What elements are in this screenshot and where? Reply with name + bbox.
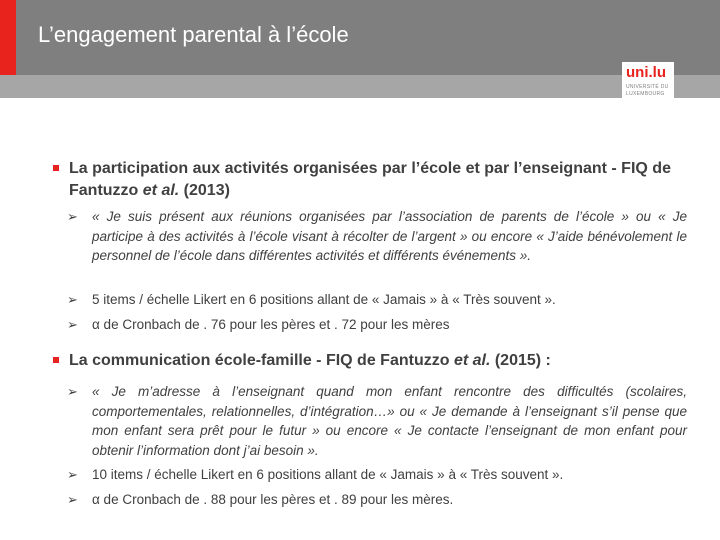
arrow-bullet-icon: ➢ <box>67 209 78 224</box>
arrow-bullet-icon: ➢ <box>67 492 78 507</box>
logo-wordmark: uni.lu <box>626 64 666 81</box>
list-item-text: α de Cronbach de . 88 pour les pères et . 89 pour les mères. <box>92 492 454 507</box>
arrow-bullet-icon: ➢ <box>67 467 78 482</box>
list-item-text: « Je suis présent aux réunions organisées par l’association de parents de l’école » ou « Je participe à des activités à l’école visant à récolter de l’argent » ou encore « J’aide bénévolement le personnel de l’école dans différentes activités et différents événements ». <box>92 209 687 263</box>
bullet-square-icon <box>53 357 59 363</box>
arrow-bullet-icon: ➢ <box>67 317 78 332</box>
university-logo <box>622 62 674 100</box>
heading-year: (2013) <box>179 182 230 199</box>
heading-italic: et al. <box>453 352 491 369</box>
bullet-square-icon <box>53 165 59 171</box>
list-item-text: α de Cronbach de . 76 pour les pères et . 72 pour les mères <box>92 317 450 332</box>
accent-bar <box>0 0 16 75</box>
heading-text: La communication école-famille - FIQ de Fantuzzo <box>69 352 454 369</box>
list-item-text: 5 items / échelle Likert en 6 positions allant de « Jamais » à « Très souvent ». <box>92 292 556 307</box>
logo-line-2: LUXEMBOURG <box>626 91 665 97</box>
arrow-bullet-icon: ➢ <box>67 384 78 399</box>
heading-italic: et al. <box>142 182 180 199</box>
arrow-bullet-icon: ➢ <box>67 292 78 307</box>
heading-text: La participation aux activités organisées par l’école et par l’enseignant - FIQ de Fantuzzo <box>69 160 671 199</box>
heading-year: (2015) : <box>490 352 551 369</box>
list-item-text: « Je m’adresse à l’enseignant quand mon enfant rencontre des difficultés (scolaires, comportementales, relationnelles, d’intégration…» ou « Je demande à l’enseignant s’il pense que mon enfant sera prêt pour le futur » ou encore « Je contacte l’enseignant de mon enfant pour obtenir l’information dont j’ai besoin ». <box>92 384 687 458</box>
page-title: L’engagement parental à l’école <box>38 22 349 47</box>
logo-line-1: UNIVERSITÉ DU <box>626 84 669 90</box>
list-item-text: 10 items / échelle Likert en 6 positions allant de « Jamais » à « Très souvent ». <box>92 467 564 482</box>
